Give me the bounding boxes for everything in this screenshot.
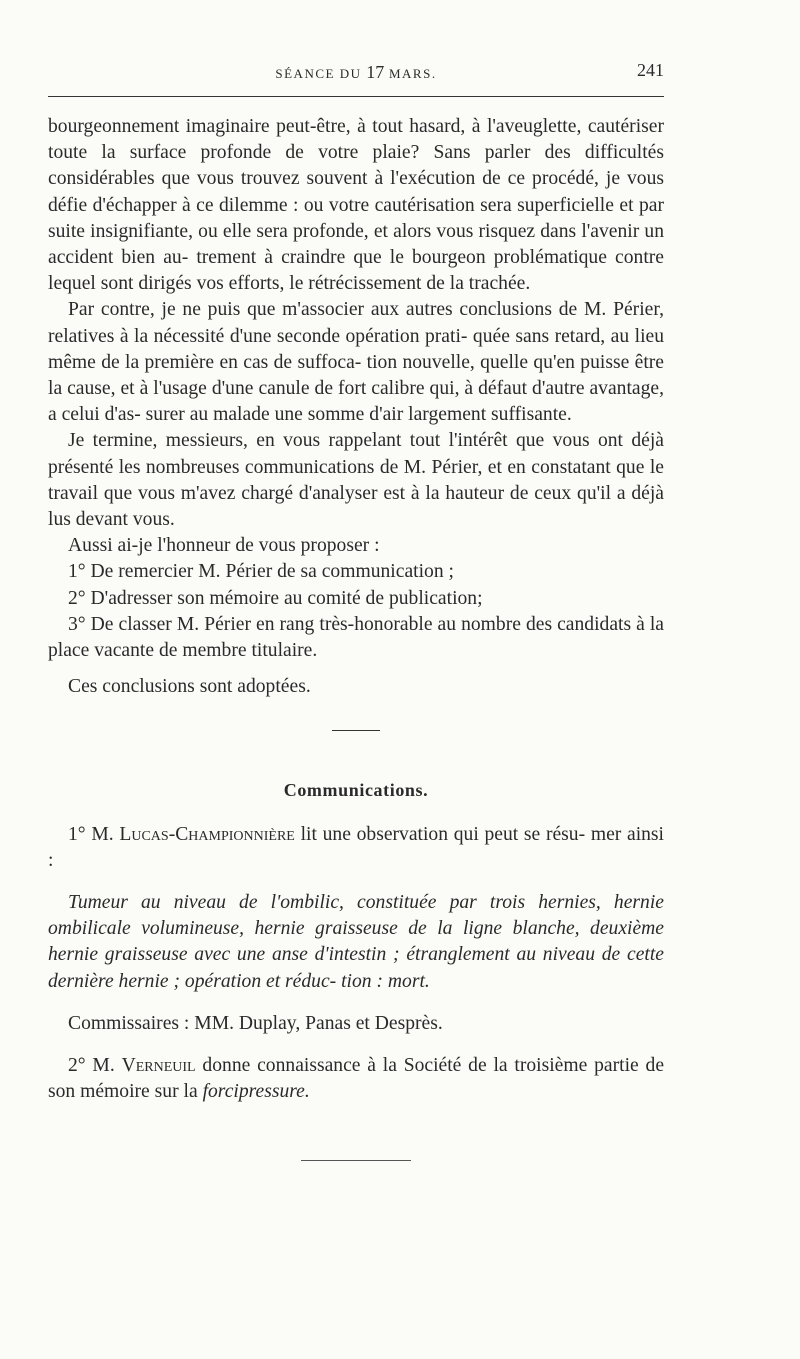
communication-item-2 (48, 1053, 664, 1105)
end-divider (301, 1160, 411, 1161)
running-title-prefix: SÉANCE DU (275, 66, 362, 81)
author-name: Verneuil (121, 1055, 196, 1077)
text-line: candidats à la place vacante de membre titulaire. (48, 613, 664, 662)
text-line: hernie ombilicale volumineuse, hernie graisseuse de la ligne (48, 892, 664, 940)
running-title (48, 62, 664, 83)
conclusions-adopted: Ces conclusions sont adoptées. (68, 676, 311, 698)
section-heading: Communications. (283, 780, 429, 801)
proposal-intro: Aussi ai-je l'honneur de vous proposer : (68, 535, 380, 557)
italic-term: forcipressure. (202, 1081, 310, 1103)
text-line: blanche, deuxième hernie graisseuse avec une anse d'intestin ; (48, 918, 665, 966)
spacer (48, 1037, 664, 1053)
paragraph-closing (48, 428, 664, 533)
communication-item-1 (48, 822, 664, 874)
paragraph-conclusions (48, 297, 664, 428)
text-line: profonde, et alors vous risquez dans l'avenir un accident bien au- (48, 220, 664, 269)
text-line: canule de fort calibre qui, à défaut d'autre avantage, a celui d'as- (48, 378, 665, 426)
author-name: Lucas-Championnière (119, 823, 295, 845)
text-line: donne connaissance à la Société de la troisième (202, 1055, 588, 1077)
text-line: Je termine, messieurs, en vous rappelant tout l'intérêt que vous ont (68, 430, 623, 452)
text-line: cautérisation sera superficielle et par suite insignifiante, ou elle sera (48, 194, 664, 242)
text-line: lit une observation qui peut se résu- (300, 823, 586, 845)
running-title-suffix: MARS. (388, 66, 437, 81)
observation-title (48, 890, 664, 995)
text-line: trement à craindre que le bourgeon problématique contre lequel (48, 247, 664, 295)
text-line: Tumeur au niveau de l'ombilic, constituée par trois hernies, (68, 892, 601, 914)
commissioners: Commissaires : MM. Duplay, Panas et Desprès. (68, 1012, 443, 1034)
text-line: sont dirigés vos efforts, le rétrécissement de la trachée. (100, 273, 531, 295)
page-body (48, 114, 664, 1161)
spacer (48, 874, 664, 890)
header-rule (48, 96, 664, 97)
running-title-number: 17 (366, 62, 385, 82)
item-number: 2° M. (68, 1055, 115, 1077)
proposal-item-2: 2° D'adresser son mémoire au comité de publication; (68, 587, 483, 609)
text-line: surer au malade une somme d'air largement suffisante. (145, 404, 572, 426)
section-divider (332, 730, 380, 731)
text-line: quée sans retard, au lieu même de la première en cas de suffoca- (48, 325, 664, 373)
paragraph-continuation (48, 114, 664, 297)
text-line: partie de son mémoire sur la (48, 1055, 665, 1103)
text-line: M. Périer, relatives à la nécessité d'une seconde opération prati- (48, 299, 664, 347)
text-line: des difficultés considérables que vous trouvez souvent à l'exécution (48, 142, 664, 190)
text-line: tion : mort. (341, 970, 430, 992)
text-line: de ce procédé, je vous défie d'échapper à ce dilemme : ou votre (48, 168, 665, 216)
text-line: 3° De classer M. Périer en rang très-honorable au nombre des (68, 613, 553, 635)
text-line: bourgeonnement imaginaire peut-être, à tout hasard, à l'aveuglette, (48, 116, 582, 137)
text-line: étranglement au niveau de cette dernière hernie ; opération et réduc- (48, 944, 664, 992)
text-line: la hauteur de ceux qu'il a déjà lus devant vous. (48, 482, 664, 531)
text-line: tion nouvelle, quelle qu'en puisse être la cause, et à l'usage d'une (48, 351, 664, 400)
text-line: Par contre, je ne puis que m'associer aux autres conclusions de (68, 299, 578, 321)
page-number: 241 (637, 60, 664, 80)
text-line: cautériser toute la surface profonde de votre plaie? Sans parler (48, 116, 664, 164)
text-line: déjà présenté les nombreuses communications de M. Périer, et en (48, 430, 664, 478)
spacer (48, 995, 664, 1011)
spacer (48, 664, 664, 674)
text-line: constatant que le travail que vous m'avez chargé d'analyser est à (48, 456, 664, 504)
proposal-item-3 (48, 612, 664, 664)
proposal-item-1: 1° De remercier M. Périer de sa communication ; (68, 561, 454, 583)
text-line: mer ainsi : (48, 823, 665, 871)
item-number: 1° M. (68, 823, 114, 845)
running-head (48, 60, 664, 86)
